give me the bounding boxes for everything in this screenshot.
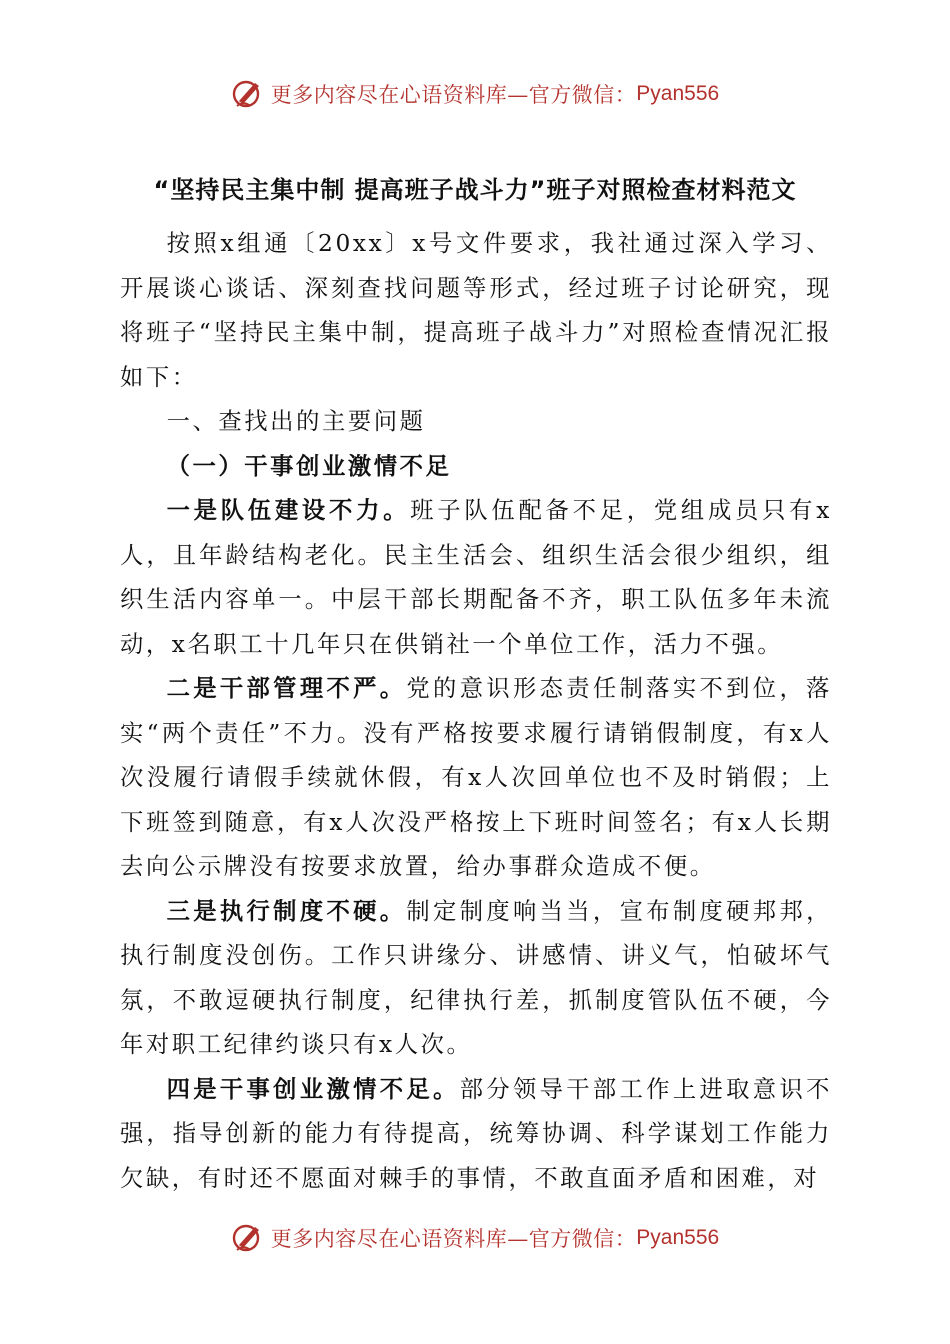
point-text: 部分领导干部工作上进取意识不强，指导创新的能力有待提高，统筹协调、科学谋划工作能力欠缺，有时还不愿面对棘手的事情，不敢直面矛盾和困难，对	[120, 1075, 832, 1192]
point-lead: 二是干部管理不严。	[166, 675, 407, 702]
point-text: 班子队伍配备不足，党组成员只有x人，且年龄结构老化。民主生活会、组织生活会很少组织，组织生活内容单一。中层干部长期配备不齐，职工队伍多年未流动，x名职工十几年只在供销社一个单位工作，活力不强。	[120, 497, 832, 658]
watermark-text: 更多内容尽在心语资料库—官方微信：	[270, 1227, 637, 1251]
point-paragraph	[120, 1068, 832, 1202]
watermark-wechat-id: Pyan556	[636, 82, 720, 105]
point-lead: 一是队伍建设不力。	[166, 497, 411, 524]
watermark-footer	[0, 1218, 950, 1258]
point-paragraph	[120, 890, 832, 1068]
watermark-wechat-id: Pyan556	[636, 1226, 720, 1249]
point-paragraph	[120, 667, 832, 890]
watermark-text: 更多内容尽在心语资料库—官方微信：	[270, 83, 637, 107]
pen-seal-icon	[231, 1221, 265, 1255]
pen-seal-icon	[231, 77, 265, 111]
subsection-heading: （一）干事创业激情不足	[166, 452, 452, 480]
document-title: “坚持民主集中制 提高班子战斗力”班子对照检查材料范文	[153, 176, 797, 204]
section-heading: 一、查找出的主要问题	[166, 408, 426, 435]
watermark-header	[0, 74, 950, 114]
point-lead: 四是干事创业激情不足。	[166, 1075, 460, 1103]
document-body	[120, 222, 832, 1201]
point-text: 制定制度响当当，宣布制度硬邦邦，执行制度没创伤。工作只讲缘分、讲感情、讲义气，怕破坏气氛，不敢逗硬执行制度，纪律执行差，抓制度管队伍不硬，今年对职工纪律约谈只有x人次。	[120, 897, 832, 1058]
intro-paragraph: 按照x组通〔20xx〕x号文件要求，我社通过深入学习、开展谈心谈话、深刻查找问题等形式，经过班子讨论研究，现将班子“坚持民主集中制，提高班子战斗力”对照检查情况汇报如下：	[120, 230, 832, 391]
point-paragraph	[120, 489, 832, 667]
point-text: 党的意识形态责任制落实不到位，落实“两个责任”不力。没有严格按要求履行请销假制度，有x人次没履行请假手续就休假，有x人次回单位也不及时销假；上下班签到随意，有x人次没严格按上下班时间签名；有x人长期去向公示牌没有按要求放置，给办事群众造成不便。	[120, 675, 832, 880]
point-lead: 三是执行制度不硬。	[166, 897, 407, 925]
